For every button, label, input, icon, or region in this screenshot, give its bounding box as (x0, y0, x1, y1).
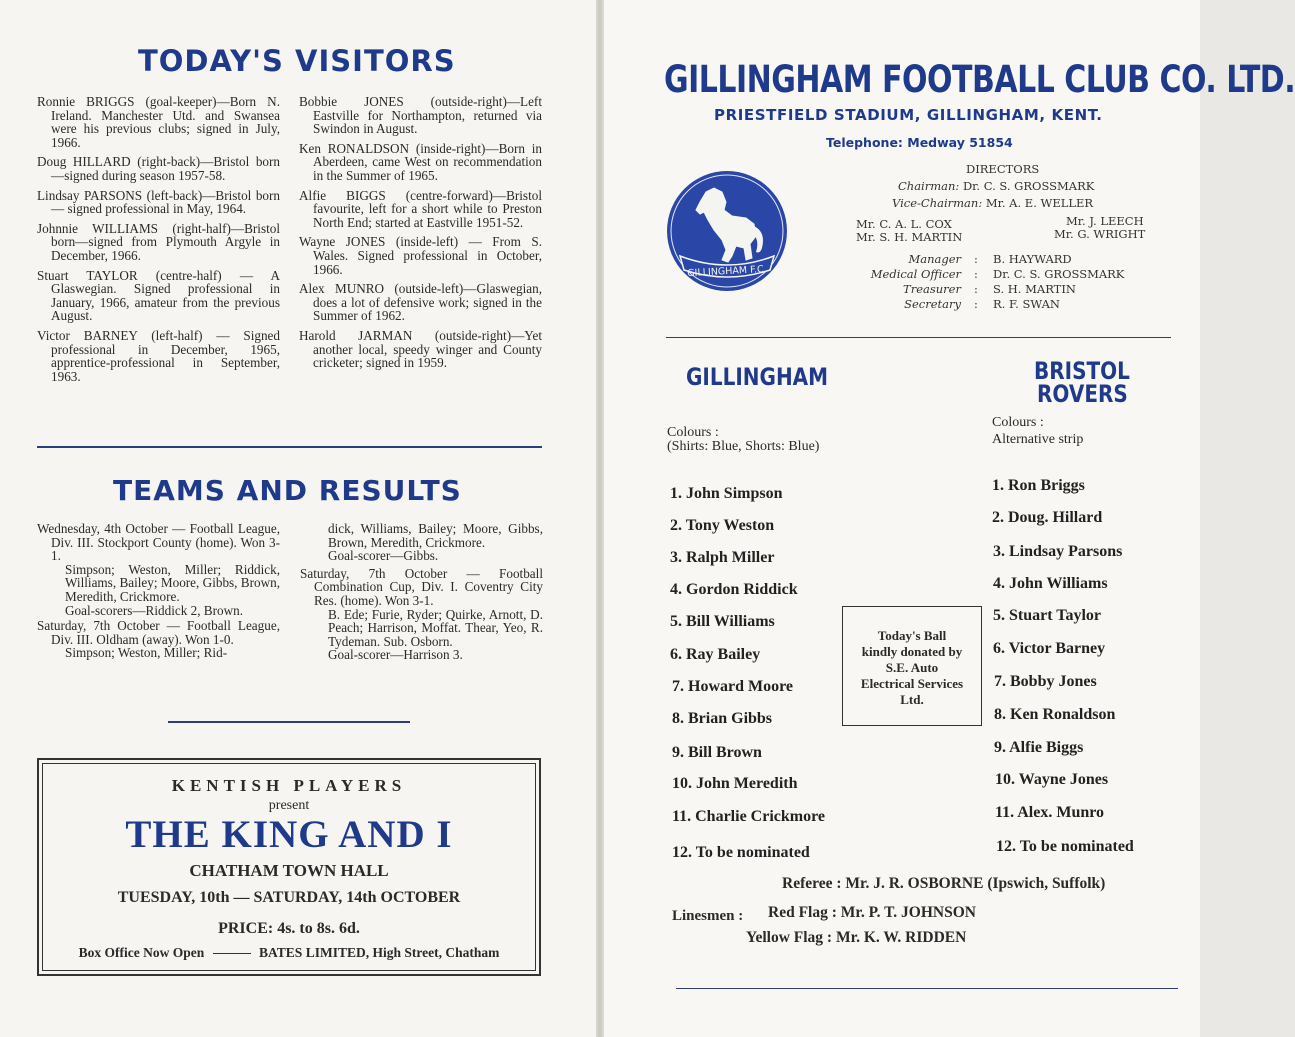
visitor-entry: Bobbie JONES (outside-right)—Left Eastville for Northampton, returned via Swindon in August. (299, 94, 542, 137)
chairman-name: Dr. C. S. GROSSMARK (962, 179, 1095, 193)
home-player: 6. Ray Bailey (670, 646, 761, 663)
visitor-entry: Ken RONALDSON (inside-right)—Born in Aberdeen, came West on recommendation in the Summer of 1965. (299, 140, 542, 183)
divider (37, 446, 542, 448)
linesmen-label: Linesmen : (672, 908, 744, 924)
official-row (844, 282, 1174, 297)
box-office-dash (213, 953, 251, 954)
vice-name: Mr. A. E. WELLER (985, 196, 1094, 210)
advert-venue: CHATHAM TOWN HALL (189, 861, 389, 880)
ball-line: Electrical Services (860, 676, 964, 691)
home-player: 11. Charlie Crickmore (672, 808, 826, 825)
away-player: 12. To be nominated (996, 838, 1134, 855)
bottom-divider (676, 988, 1178, 989)
official-colon: : (974, 282, 978, 296)
away-player: 2. Doug. Hillard (992, 509, 1103, 526)
ball-line: Ltd. (900, 692, 924, 707)
visitor-entry: Ronnie BRIGGS (goal-keeper)—Born N. Ireland. Manchester Utd. and Swansea were his previous clubs; signed in July, 1966. (37, 94, 280, 150)
home-player: 10. John Meredith (672, 775, 798, 792)
director-name: Mr. S. H. MARTIN (856, 230, 963, 244)
left-page (0, 0, 596, 1037)
results-right-column (300, 522, 543, 662)
yellow-flag-label: Yellow Flag : (746, 929, 833, 946)
official-name: Dr. C. S. GROSSMARK (993, 267, 1125, 281)
results-heading: TEAMS AND RESULTS (113, 474, 462, 507)
scorers-line: Goal-scorer—Gibbs. (328, 548, 439, 564)
box-office-right: BATES LIMITED, High Street, Chatham (259, 945, 500, 960)
away-player: 6. Victor Barney (993, 640, 1106, 657)
official-label: Treasurer (903, 282, 961, 296)
home-player: 4. Gordon Riddick (670, 581, 798, 598)
official-row (844, 252, 1174, 267)
telephone-line: Telephone: Medway 51854 (826, 135, 1013, 150)
visitor-entry: Wayne JONES (inside-left) — From S. Wales. Signed professional in October, 1966. (299, 234, 542, 277)
visitor-entry: Victor BARNEY (left-half) — Signed professional in December, 1965, apprentice-professional in September, 1963. (37, 327, 280, 384)
away-team-name-line2: ROVERS (1037, 379, 1128, 408)
away-colours: Alternative strip (992, 432, 1084, 447)
advert-title: THE KING AND I (125, 813, 453, 856)
official-label: Secretary (904, 297, 961, 311)
advert-price: PRICE: 4s. to 8s. 6d. (218, 920, 360, 937)
away-player: 5. Stuart Taylor (993, 607, 1102, 624)
home-player: 7. Howard Moore (672, 678, 794, 695)
official-name: S. H. MARTIN (993, 282, 1076, 296)
visitors-right-column (299, 95, 542, 376)
home-player: 2. Tony Weston (670, 517, 775, 534)
away-player: 8. Ken Ronaldson (994, 706, 1116, 723)
away-player: 9. Alfie Biggs (994, 739, 1084, 756)
referee-row (782, 875, 1105, 893)
home-colours-label: Colours : (667, 425, 719, 440)
visitor-entry: Stuart TAYLOR (centre-half) — A Glaswegian. Signed professional in January, 1966, amateur from the previous August. (37, 267, 280, 324)
advert-dates: TUESDAY, 10th — SATURDAY, 14th OCTOBER (117, 889, 461, 906)
advert-box (37, 758, 541, 976)
official-colon: : (974, 297, 978, 311)
referee-label: Referee : (782, 875, 842, 892)
visitors-heading: TODAY'S VISITORS (138, 44, 456, 78)
vice-chairman-row (892, 196, 1093, 210)
red-flag-name: Mr. P. T. JOHNSON (840, 904, 976, 921)
visitor-entry: Doug HILLARD (right-back)—Bristol born—signed during season 1957-58. (37, 154, 280, 183)
yellow-flag-row (746, 929, 966, 947)
badge-text: GILLINGHAM F.C. (687, 263, 767, 280)
home-team-name: GILLINGHAM (686, 362, 829, 391)
red-flag-label: Red Flag : (768, 904, 837, 921)
home-player: 9. Bill Brown (672, 744, 762, 761)
match-header: Wednesday, 4th October — Football League, Div. III. Stockport County (home). Won 3-1. (37, 521, 280, 564)
team-line: Simpson; Weston, Miller; Riddick, Williams, Bailey; Moore, Gibbs, Brown, Meredith, Crickmore. (65, 561, 280, 604)
team-line: dick, Williams, Bailey; Moore, Gibbs, Brown, Meredith, Crickmore. (328, 521, 543, 550)
official-colon: : (974, 267, 978, 281)
director-name: Mr. G. WRIGHT (1054, 227, 1146, 241)
red-flag-row (768, 904, 976, 922)
results-left-column (37, 522, 280, 660)
referee-name: Mr. J. R. OSBORNE (Ipswich, Suffolk) (845, 875, 1106, 892)
ball-line: kindly donated by (861, 644, 963, 659)
chairman-label: Chairman: (898, 179, 960, 193)
vice-label: Vice-Chairman: (892, 196, 983, 210)
home-player: 1. John Simpson (670, 485, 783, 502)
box-office-left: Box Office Now Open (78, 945, 205, 960)
advert-line2: present (268, 798, 310, 813)
advert-line1: KENTISH PLAYERS (171, 776, 407, 795)
right-page (604, 0, 1295, 1037)
visitor-entry: Alfie BIGGS (centre-forward)—Bristol favourite, left for a short while to Preston North End; started at Eastville 1951-52. (299, 187, 542, 230)
yellow-flag-name: Mr. K. W. RIDDEN (835, 929, 967, 946)
page-fold (596, 0, 604, 1037)
visitor-entry: Harold JARMAN (outside-right)—Yet another local, speedy winger and County cricketer; signed in 1959. (299, 327, 542, 371)
official-name: B. HAYWARD (993, 252, 1072, 266)
directors-heading: DIRECTORS (966, 162, 1040, 176)
scorers-line: Goal-scorer—Harrison 3. (328, 647, 463, 663)
short-divider (168, 721, 410, 723)
visitors-left-column (37, 95, 280, 389)
chairman-row (898, 179, 1094, 193)
visitor-entry: Lindsay PARSONS (left-back)—Bristol born — signed professional in May, 1964. (37, 187, 280, 217)
club-badge (666, 170, 788, 292)
home-player: 5. Bill Williams (670, 613, 775, 630)
official-colon: : (974, 252, 978, 266)
ball-line: Today's Ball (877, 628, 947, 643)
match-header: Saturday, 7th October — Football Combination Cup, Div. I. Coventry City Res. (home). Won 3-1. (300, 565, 543, 608)
away-player: 1. Ron Briggs (992, 477, 1085, 494)
divider (666, 337, 1171, 338)
official-name: R. F. SWAN (993, 297, 1060, 311)
home-player: 3. Ralph Miller (670, 549, 775, 566)
away-colours-label: Colours : (992, 415, 1044, 430)
advert-box-office (39, 945, 539, 961)
director-name: Mr. C. A. L. COX (856, 217, 952, 231)
ball-line: S.E. Auto (885, 660, 939, 675)
official-label: Manager (908, 252, 961, 266)
home-player: 12. To be nominated (672, 844, 810, 861)
club-title: GILLINGHAM FOOTBALL CLUB CO. LTD. (664, 58, 1295, 102)
scorers-line: Goal-scorers—Riddick 2, Brown. (65, 602, 243, 618)
official-row (844, 267, 1174, 282)
team-line: B. Ede; Furie, Ryder; Quirke, Arnott, D. Peach; Harrison, Moffat. Thear, Yeo, R. Tydeman. Sub. Osborn. (328, 606, 543, 649)
away-player: 3. Lindsay Parsons (993, 543, 1123, 560)
match-ball-box (842, 606, 982, 726)
home-colours: (Shirts: Blue, Shorts: Blue) (667, 439, 820, 454)
away-player: 4. John Williams (993, 575, 1108, 592)
official-row (844, 297, 1174, 312)
away-team-name-line1: BRISTOL (1034, 356, 1130, 385)
official-label: Medical Officer (870, 267, 961, 281)
away-player: 10. Wayne Jones (995, 771, 1109, 788)
director-name: Mr. J. LEECH (1066, 214, 1144, 228)
away-player: 7. Bobby Jones (994, 673, 1097, 690)
home-player: 8. Brian Gibbs (672, 710, 773, 727)
stadium-line: PRIESTFIELD STADIUM, GILLINGHAM, KENT. (714, 106, 1103, 124)
team-line: Simpson; Weston, Miller; Rid- (65, 645, 228, 661)
match-header: Saturday, 7th October — Football League, Div. III. Oldham (away). Won 1-0. (37, 618, 280, 647)
visitor-entry: Alex MUNRO (outside-left)—Glaswegian, does a lot of defensive work; signed in the Summer of 1962. (299, 281, 542, 324)
away-player: 11. Alex. Munro (995, 804, 1105, 821)
visitor-entry: Johnnie WILLIAMS (right-half)—Bristol born—signed from Plymouth Argyle in December, 1966. (37, 220, 280, 263)
